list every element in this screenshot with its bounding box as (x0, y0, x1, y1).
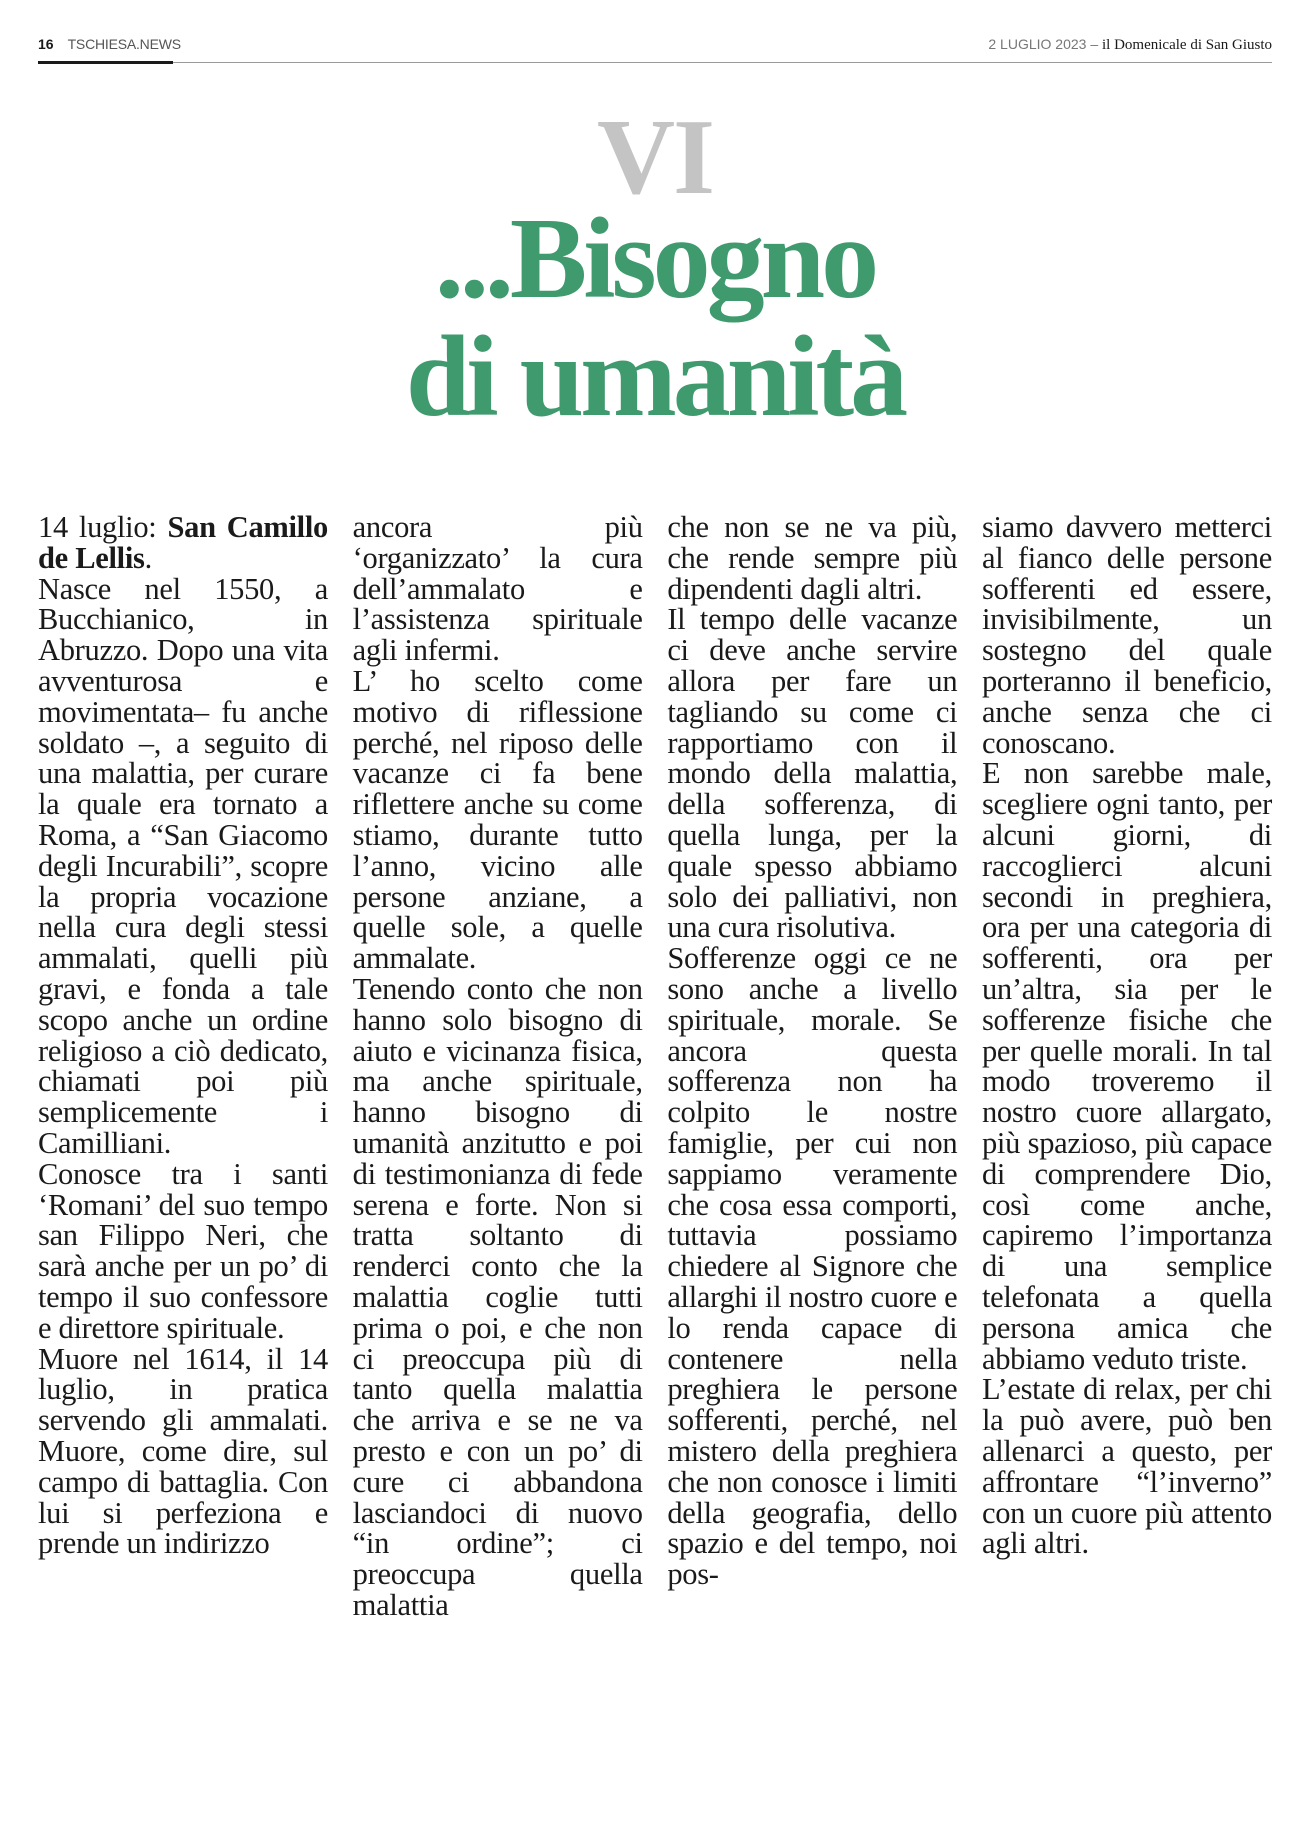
title-line-2: di umanità (405, 313, 905, 441)
paragraph: che non se ne va più, che rende sempre più dipendenti dagli altri. (667, 510, 958, 606)
paragraph: Conosce tra i santi ‘Romani’ del suo tempo san Filippo Neri, che sarà anche per un po’ di tempo il suo confessore e direttore spirituale. (38, 1156, 328, 1345)
paragraph: Tenendo conto che non hanno solo bisogno di aiuto e vicinanza fisica, ma anche spirituale, hanno bisogno di umanità anzitutto e poi di testimonianza di fede serena e forte. Non si tratta soltanto di renderci conto che la malattia coglie tutti prima o poi, e che non ci preoccupa più di tanto quella malattia che arriva e se ne va presto e con un po’ di cure ci abbandona lasciandoci di nuovo “in ordine”; ci preoccupa quella malattia (352, 971, 643, 1622)
column-4 (982, 512, 1272, 1642)
paragraph: siamo davvero metterci al fianco delle persone sofferenti ed essere, invisibilmente, un sostegno del quale porteranno il beneficio, anche senza che ci conoscano. (981, 510, 1272, 760)
header-left (38, 36, 181, 52)
site-name: TSCHIESA.NEWS (67, 36, 181, 52)
article-body (38, 512, 1272, 1642)
header-right (988, 36, 1272, 54)
paragraph: E non sarebbe male, scegliere ogni tanto, per alcuni giorni, di raccoglierci alcuni secondi in preghiera, ora per una categoria di sofferenti, ora per un’altra, sia per le sofferenze fisiche che per quelle morali. In tal modo troveremo il nostro cuore allargato, più spazioso, più capace di comprendere Dio, così come anche, capiremo l’importanza di una semplice telefonata a quella persona amica che abbiamo veduto triste. (981, 756, 1272, 1376)
lead-date: 14 luglio: (38, 510, 168, 544)
column-2 (353, 512, 643, 1642)
paragraph: Sofferenze oggi ce ne sono anche a livello spirituale, morale. Se ancora questa sofferenza non ha colpito le nostre famiglie, per cui non sappiamo veramente che cosa essa comporti, tuttavia possiamo chiedere al Signore che allarghi il nostro cuore e lo renda capace di contenere nella preghiera le persone sofferenti, perché, nel mistero della preghiera che non conosce i limiti della geografia, dello spazio e del tempo, noi pos- (667, 941, 958, 1592)
page-header (38, 36, 1272, 63)
column-3 (667, 512, 957, 1642)
article-title (0, 195, 1310, 441)
lead-paragraph (38, 512, 328, 574)
lead-period: . (144, 540, 152, 575)
issue-date: 2 LUGLIO 2023 – (988, 36, 1099, 52)
paragraph: L’ ho scelto come motivo di riflessione perché, nel riposo delle vacanze ci fa bene riflettere anche su come stiamo, durante tutto l’anno, vicino alle persone anziane, a quelle sole, a quelle ammalate. (352, 663, 643, 976)
section-numeral: VI (596, 98, 714, 217)
lead-saint-name: San Camillo de Lellis (38, 510, 328, 575)
paragraph: Nasce nel 1550, a Bucchianico, in Abruzzo. Dopo una vita avventurosa e movimentata– fu anche soldato –, a seguito di una malattia, per curare la quale era tornato a Roma, a “San Giacomo degli Incurabili”, scopre la propria vocazione nella cura degli stessi ammalati, quelli più gravi, e fonda a tale scopo anche un ordine religioso a ciò dedicato, chiamati poi più semplicemente i Camilliani. (38, 571, 328, 1160)
paragraph: L’estate di relax, per chi la può avere, può ben allenarci a questo, per affrontare “l’inverno” con un cuore più attento agli altri. (981, 1372, 1272, 1561)
title-line-1: ...Bisogno (434, 195, 876, 323)
column-1 (38, 512, 328, 1642)
newspaper-name: il Domenicale di San Giusto (1102, 37, 1272, 53)
paragraph: Muore nel 1614, il 14 luglio, in pratica servendo gli ammalati. Muore, come dire, sul campo di battaglia. Con lui si perfeziona e prende un indirizzo (38, 1341, 328, 1561)
header-accent-rule (38, 61, 173, 64)
page-number: 16 (38, 36, 54, 52)
paragraph: ancora più ‘organizzato’ la cura dell’ammalato e l’assistenza spirituale agli infermi. (352, 510, 643, 668)
paragraph: Il tempo delle vacanze ci deve anche servire allora per fare un tagliando su come ci rapportiamo con il mondo della malattia, della sofferenza, di quella lunga, per la quale spesso abbiamo solo dei palliativi, non una cura risolutiva. (667, 602, 958, 945)
